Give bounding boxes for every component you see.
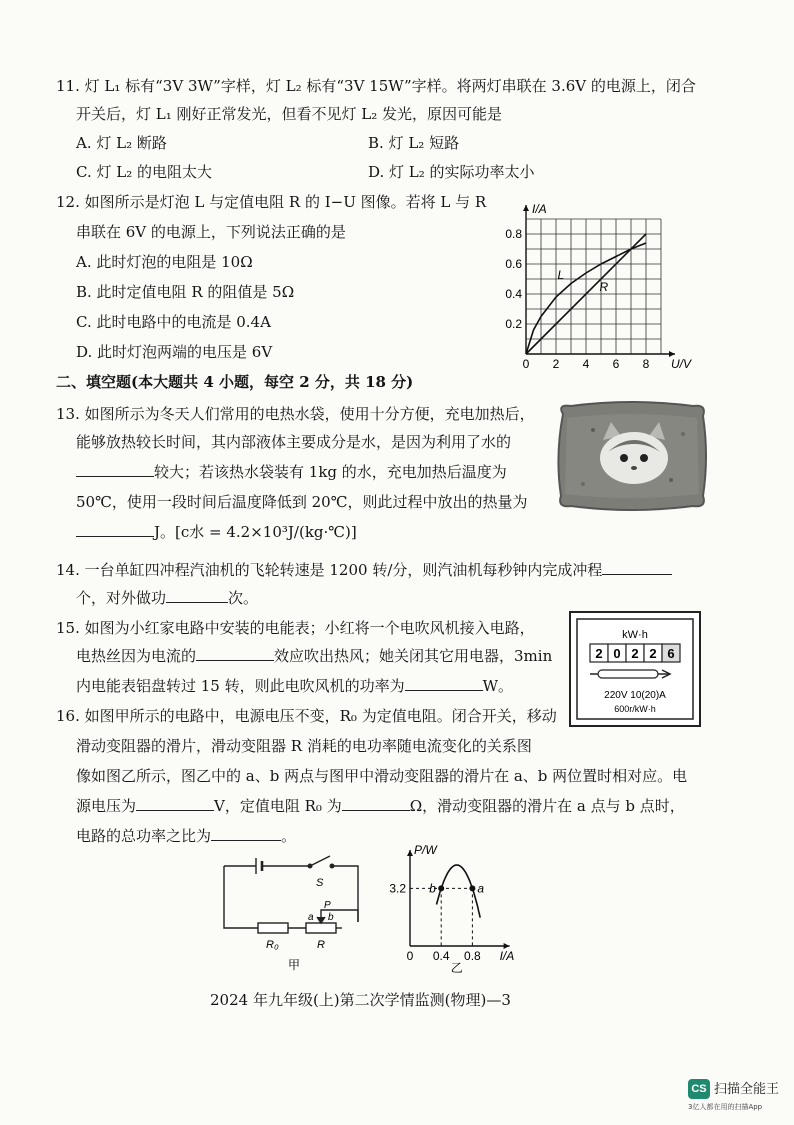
- q16-blank-2[interactable]: [342, 796, 410, 811]
- q14-line2-text-b: 次。: [228, 589, 259, 607]
- q14-blank-2[interactable]: [166, 588, 228, 603]
- scanner-app-tagline: 3亿人都在用的扫描App: [688, 1103, 763, 1111]
- scanner-app-name: 扫描全能王: [714, 1082, 780, 1097]
- y-axis-arrow: [407, 850, 413, 856]
- y-axis-arrow: [523, 205, 529, 211]
- slider-b-label: b: [328, 912, 334, 923]
- x-tick-label: 2: [552, 357, 560, 371]
- meter-digit: 2: [595, 646, 603, 661]
- meter-digits: [590, 644, 680, 662]
- q12-line2: 串联在 6V 的电源上，下列说法正确的是: [76, 223, 346, 241]
- x-tick-label: 6: [612, 357, 620, 371]
- graph-caption: 乙: [450, 961, 463, 975]
- q13-line5: [76, 522, 357, 542]
- r-label: R: [317, 939, 325, 951]
- q12-option-c: C. 此时电路中的电流是 0.4A: [76, 313, 271, 331]
- hot-water-bag-image: [553, 400, 709, 512]
- point-label-b: b: [429, 881, 436, 896]
- x-tick-label: 4: [582, 357, 590, 371]
- q15-blank-2[interactable]: [405, 676, 483, 691]
- meter-spec-label: 220V 10(20)A: [604, 690, 666, 701]
- scanner-logo-icon: CS: [688, 1079, 710, 1099]
- q16-line5-text-b: 。: [281, 827, 297, 845]
- meter-digit: 2: [631, 646, 639, 661]
- circuit-caption: 甲: [287, 958, 301, 972]
- q14-blank-1[interactable]: [602, 560, 672, 575]
- y-tick-label: 0.2: [505, 317, 522, 331]
- circuit-diagram: [218, 848, 368, 972]
- q13-line5-text: J。[c水 = 4.2×10³J/(kg·℃)]: [154, 523, 357, 541]
- q11-line2: 开关后，灯 L₁ 刚好正常发光，但看不见灯 L₂ 发光，原因可能是: [76, 105, 503, 123]
- q11-line1: 11. 灯 L₁ 标有“3V 3W”字样，灯 L₂ 标有“3V 15W”字样。将两灯串联在 3.6V 的电源上，闭合: [56, 77, 696, 95]
- series-L-label: L: [557, 268, 565, 282]
- q11-option-b: B. 灯 L₂ 短路: [368, 134, 460, 152]
- x-tick-label: 0: [406, 949, 414, 963]
- q13-blank-1[interactable]: [76, 462, 154, 477]
- x-tick-label: 8: [642, 357, 650, 371]
- q16-line4-text-a: 源电压为: [76, 797, 137, 815]
- point-b: [438, 885, 444, 891]
- pi-labels: [389, 843, 514, 975]
- slider-p-label: P: [324, 900, 331, 911]
- q15-line2-text-a: 电热丝因为电流的: [76, 647, 197, 665]
- point-label-a: a: [477, 881, 485, 896]
- meter-digit: 2: [649, 646, 657, 661]
- q15-line2-text-b: 效应吹出热风；她关闭其它用电器，3min: [274, 647, 553, 665]
- slider-a-label: a: [308, 912, 314, 923]
- q16-line4-text-b: V，定值电阻 R₀ 为: [214, 797, 342, 815]
- meter-digit: 6: [667, 646, 675, 661]
- q16-line4-text-c: Ω，滑动变阻器的滑片在 a 点与 b 点时，: [409, 797, 685, 815]
- x-tick-label: 0.8: [464, 949, 481, 963]
- energy-meter: [568, 610, 702, 728]
- y-tick-label: 3.2: [389, 881, 406, 896]
- q13-line3: [76, 462, 507, 482]
- q13-blank-2[interactable]: [76, 522, 154, 537]
- q15-line3-text-b: W。: [482, 677, 514, 695]
- y-axis-label: P/W: [414, 843, 437, 857]
- q15-line1: 15. 如图为小红家电路中安装的电能表；小红将一个电吹风机接入电路，: [56, 619, 535, 637]
- q16-line1: 16. 如图甲所示的电路中，电源电压不变，R₀ 为定值电阻。闭合开关，移动: [56, 707, 557, 725]
- y-axis-label: I/A: [532, 202, 547, 216]
- switch-label: S: [316, 877, 324, 889]
- section-fill-in-title: 二、填空题(本大题共 4 小题，每空 2 分，共 18 分): [56, 373, 414, 391]
- x-tick-label: 0: [522, 357, 530, 371]
- q13-line2: 能够放热较长时间，其内部液体主要成分是水，是因为利用了水的: [76, 433, 512, 451]
- meter-disc-icon: [598, 670, 658, 678]
- q16-line4: [76, 796, 685, 816]
- q16-line5-text-a: 电路的总功率之比为: [76, 827, 212, 845]
- power-current-graph: [378, 842, 538, 976]
- q13-line1: 13. 如图所示为冬天人们常用的电热水袋，使用十分方便，充电加热后，: [56, 405, 535, 423]
- y-tick-label: 0.8: [505, 227, 522, 241]
- q13-line4: 50℃，使用一段时间后温度降低到 20℃，则此过程中放出的热量为: [76, 493, 528, 511]
- meter-digit: 0: [613, 646, 621, 661]
- y-tick-label: 0.4: [505, 287, 522, 301]
- r0-label: R₀: [266, 939, 279, 951]
- point-a: [469, 885, 475, 891]
- q15-line3-text-a: 内电能表铝盘转过 15 转，则此电吹风机的功率为: [76, 677, 405, 695]
- q11-option-a: A. 灯 L₂ 断路: [76, 134, 167, 152]
- pi-points: [410, 885, 475, 946]
- q11-option-d: D. 灯 L₂ 的实际功率太小: [368, 163, 535, 181]
- page-footer: 2024 年九年级(上)第二次学情监测(物理)—3: [210, 991, 511, 1009]
- series-R-label: R: [599, 280, 609, 294]
- meter-unit-label: kW·h: [622, 629, 648, 641]
- q14-line2: [76, 588, 258, 608]
- iu-graph: [480, 188, 692, 371]
- q12-option-b: B. 此时定值电阻 R 的阻值是 5Ω: [76, 283, 295, 301]
- q15-blank-1[interactable]: [196, 646, 274, 661]
- q11-option-c: C. 灯 L₂ 的电阻太大: [76, 163, 212, 181]
- meter-rate-label: 600r/kW·h: [614, 704, 656, 714]
- q14-line1: [56, 560, 672, 580]
- q16-line5: [76, 826, 296, 846]
- x-axis-label: I/A: [499, 949, 515, 963]
- q16-blank-1[interactable]: [136, 796, 214, 811]
- power-curve: [437, 865, 481, 918]
- q15-line2: [76, 646, 552, 666]
- q14-line1-text: 14. 一台单缸四冲程汽油机的飞轮转速是 1200 转/分，则汽油机每秒钟内完成冲程: [56, 561, 603, 579]
- y-tick-label: 0.6: [505, 257, 522, 271]
- q15-line3: [76, 676, 513, 696]
- x-axis-label: U/V: [671, 357, 692, 371]
- q12-option-a: A. 此时灯泡的电阻是 10Ω: [76, 253, 253, 271]
- x-tick-label: 0.4: [432, 949, 450, 963]
- q16-blank-3[interactable]: [211, 826, 281, 841]
- q12-line1: 12. 如图所示是灯泡 L 与定值电阻 R 的 I−U 图像。若将 L 与 R: [56, 193, 487, 211]
- q13-line3-text: 较大；若该热水袋装有 1kg 的水，充电加热后温度为: [154, 463, 507, 481]
- pi-curve: [437, 865, 481, 918]
- q16-line2: 滑动变阻器的滑片，滑动变阻器 R 消耗的电功率随电流变化的关系图: [76, 737, 532, 755]
- q16-line3: 像如图乙所示，图乙中的 a、b 两点与图甲中滑动变阻器的滑片在 a、b 两位置时相对应。电: [76, 767, 688, 785]
- q14-line2-text-a: 个，对外做功: [76, 589, 167, 607]
- q12-option-d: D. 此时灯泡两端的电压是 6V: [76, 343, 273, 361]
